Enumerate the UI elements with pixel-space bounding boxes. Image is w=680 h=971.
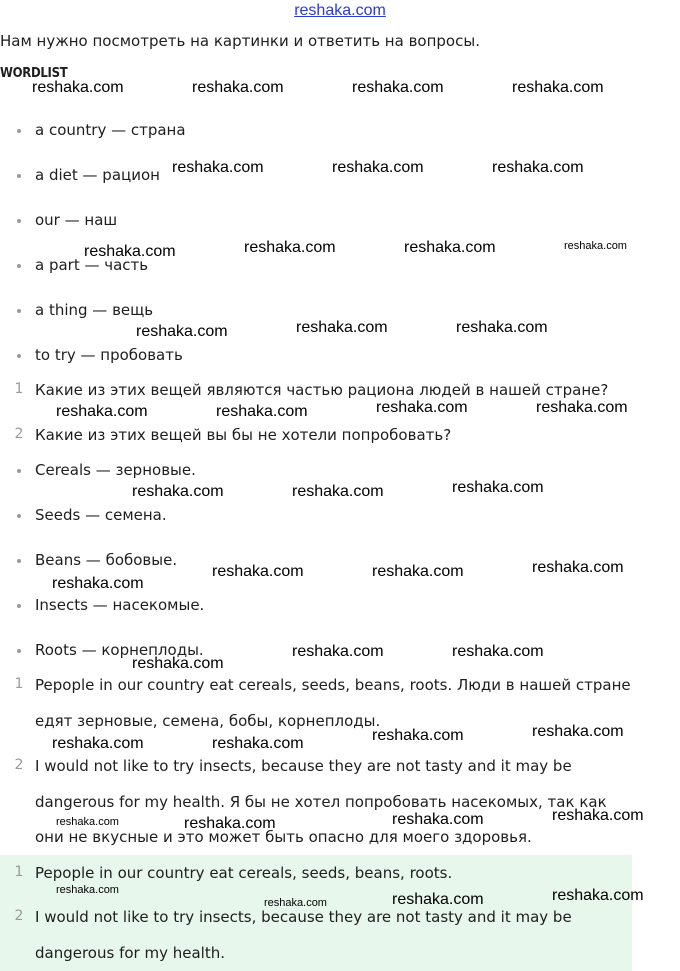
watermark: reshaka.com — [372, 563, 464, 580]
watermark: reshaka.com — [532, 559, 624, 576]
bullet-icon — [17, 604, 21, 608]
answer-2-line: dangerous for my health. Я бы не хотел попробовать насекомых, так как — [35, 793, 607, 811]
intro-text: Нам нужно посмотреть на картинки и ответить на вопросы. — [0, 32, 480, 50]
bullet-icon — [17, 354, 21, 358]
watermark: reshaka.com — [352, 79, 444, 96]
watermark: reshaka.com — [532, 723, 624, 740]
watermark: reshaka.com — [296, 319, 388, 336]
watermark: reshaka.com — [552, 887, 644, 904]
watermark: reshaka.com — [392, 811, 484, 828]
watermark: reshaka.com — [452, 643, 544, 660]
watermark: reshaka.com — [56, 816, 119, 828]
bullet-icon — [17, 514, 21, 518]
watermark: reshaka.com — [292, 483, 384, 500]
watermark: reshaka.com — [184, 815, 276, 832]
watermark: reshaka.com — [32, 79, 124, 96]
bullet-icon — [17, 559, 21, 563]
watermark: reshaka.com — [56, 403, 148, 420]
answer-1-line: 1 Pepople in our country eat cereals, seeds, beans, roots. Люди в нашей стране — [14, 676, 631, 694]
answer-2-line: они не вкусные и это может быть опасно для моего здоровья. — [35, 828, 532, 846]
watermark: reshaka.com — [564, 240, 627, 252]
bullet-icon — [17, 219, 21, 223]
bullet-icon — [17, 264, 21, 268]
watermark: reshaka.com — [192, 79, 284, 96]
wordlist-item: a country — страна — [35, 121, 186, 139]
watermark: reshaka.com — [132, 655, 224, 672]
watermark: reshaka.com — [552, 807, 644, 824]
final-answer-1-line: 1 Pepople in our country eat cereals, seeds, beans, roots. — [14, 864, 453, 882]
wordlist-item: to try — пробовать — [35, 346, 183, 364]
watermark: reshaka.com — [372, 727, 464, 744]
watermark: reshaka.com — [172, 159, 264, 176]
watermark: reshaka.com — [216, 403, 308, 420]
watermark: reshaka.com — [404, 239, 496, 256]
watermark: reshaka.com — [52, 575, 144, 592]
watermark: reshaka.com — [376, 399, 468, 416]
food-item: Beans — бобовые. — [35, 551, 177, 569]
wordlist-item: a thing — вещь — [35, 301, 153, 319]
watermark: reshaka.com — [212, 563, 304, 580]
watermark: reshaka.com — [136, 323, 228, 340]
watermark: reshaka.com — [332, 159, 424, 176]
bullet-icon — [17, 469, 21, 473]
bullet-icon — [17, 649, 21, 653]
question-item: 1 Какие из этих вещей являются частью рациона людей в нашей стране? — [14, 381, 609, 399]
watermark: reshaka.com — [84, 243, 176, 260]
bullet-icon — [17, 309, 21, 313]
final-answer-2-line: 2 I would not like to try insects, because they are not tasty and it may be — [14, 908, 572, 926]
final-answer-2-line: dangerous for my health. — [35, 944, 225, 962]
watermark: reshaka.com — [492, 159, 584, 176]
watermark: reshaka.com — [392, 891, 484, 908]
watermark: reshaka.com — [456, 319, 548, 336]
food-item: Roots — корнеплоды. — [35, 641, 204, 659]
wordlist-item: a diet — рацион — [35, 166, 160, 184]
site-header-link[interactable]: reshaka.com — [294, 2, 386, 19]
question-item: 2 Какие из этих вещей вы бы не хотели попробовать? — [14, 426, 452, 444]
wordlist-title: WORDLIST — [0, 66, 68, 81]
watermark: reshaka.com — [52, 735, 144, 752]
watermark: reshaka.com — [452, 479, 544, 496]
answer-2-line: 2 I would not like to try insects, because they are not tasty and it may be — [14, 757, 572, 775]
watermark: reshaka.com — [244, 239, 336, 256]
food-item: Cereals — зерновые. — [35, 461, 196, 479]
food-item: Insects — насекомые. — [35, 596, 204, 614]
watermark: reshaka.com — [132, 483, 224, 500]
answer-1-line: едят зерновые, семена, бобы, корнеплоды. — [35, 712, 381, 730]
wordlist-item: our — наш — [35, 211, 117, 229]
watermark: reshaka.com — [264, 897, 327, 909]
bullet-icon — [17, 129, 21, 133]
watermark: reshaka.com — [56, 884, 119, 896]
watermark: reshaka.com — [292, 643, 384, 660]
wordlist-item: a part — часть — [35, 256, 148, 274]
watermark: reshaka.com — [512, 79, 604, 96]
watermark: reshaka.com — [212, 735, 304, 752]
watermark: reshaka.com — [536, 399, 628, 416]
food-item: Seeds — семена. — [35, 506, 167, 524]
bullet-icon — [17, 174, 21, 178]
